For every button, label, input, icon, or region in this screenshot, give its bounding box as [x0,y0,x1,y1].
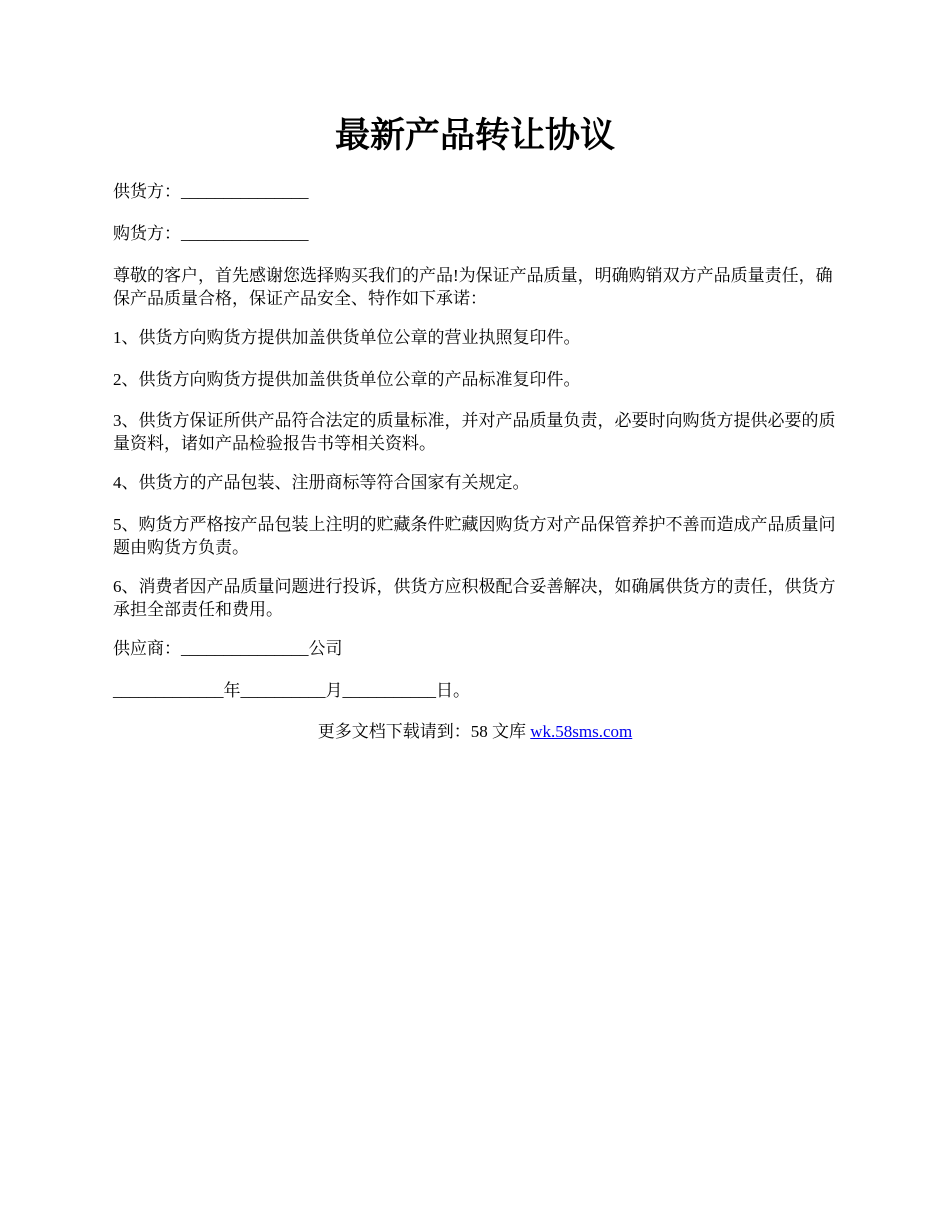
footer-text: 更多文档下载请到：58 文库 [317,722,531,741]
footer [0,720,950,743]
supplier-line: 供货方：_______________ [113,182,309,201]
clause-6: 6、消费者因产品质量问题进行投诉，供货方应积极配合妥善解决，如确属供货方的责任，供货方承担全部责任和费用。 [113,577,836,619]
clause-5: 5、购货方严格按产品包装上注明的贮藏条件贮藏因购货方对产品保管养护不善而造成产品质量问题由购货方负责。 [113,515,836,557]
vendor-line: 供应商：_______________公司 [113,639,343,658]
document-title: 最新产品转让协议 [334,116,615,155]
clause-3: 3、供货方保证所供产品符合法定的质量标准，并对产品质量负责，必要时向购货方提供必要的质量资料，诸如产品检验报告书等相关资料。 [113,411,836,453]
clause-4: 4、供货方的产品包装、注册商标等符合国家有关规定。 [113,473,530,492]
buyer-line: 购货方：_______________ [113,224,309,243]
intro-paragraph: 尊敬的客户，首先感谢您选择购买我们的产品!为保证产品质量，明确购销双方产品质量责任，确保产品质量合格，保证产品安全、特作如下承诺： [113,266,833,308]
clause-1: 1、供货方向购货方提供加盖供货单位公章的营业执照复印件。 [113,328,581,347]
clause-2: 2、供货方向购货方提供加盖供货单位公章的产品标准复印件。 [113,370,581,389]
date-line: _____________年__________月___________日。 [113,681,470,700]
footer-link[interactable]: wk.58sms.com [530,722,633,741]
